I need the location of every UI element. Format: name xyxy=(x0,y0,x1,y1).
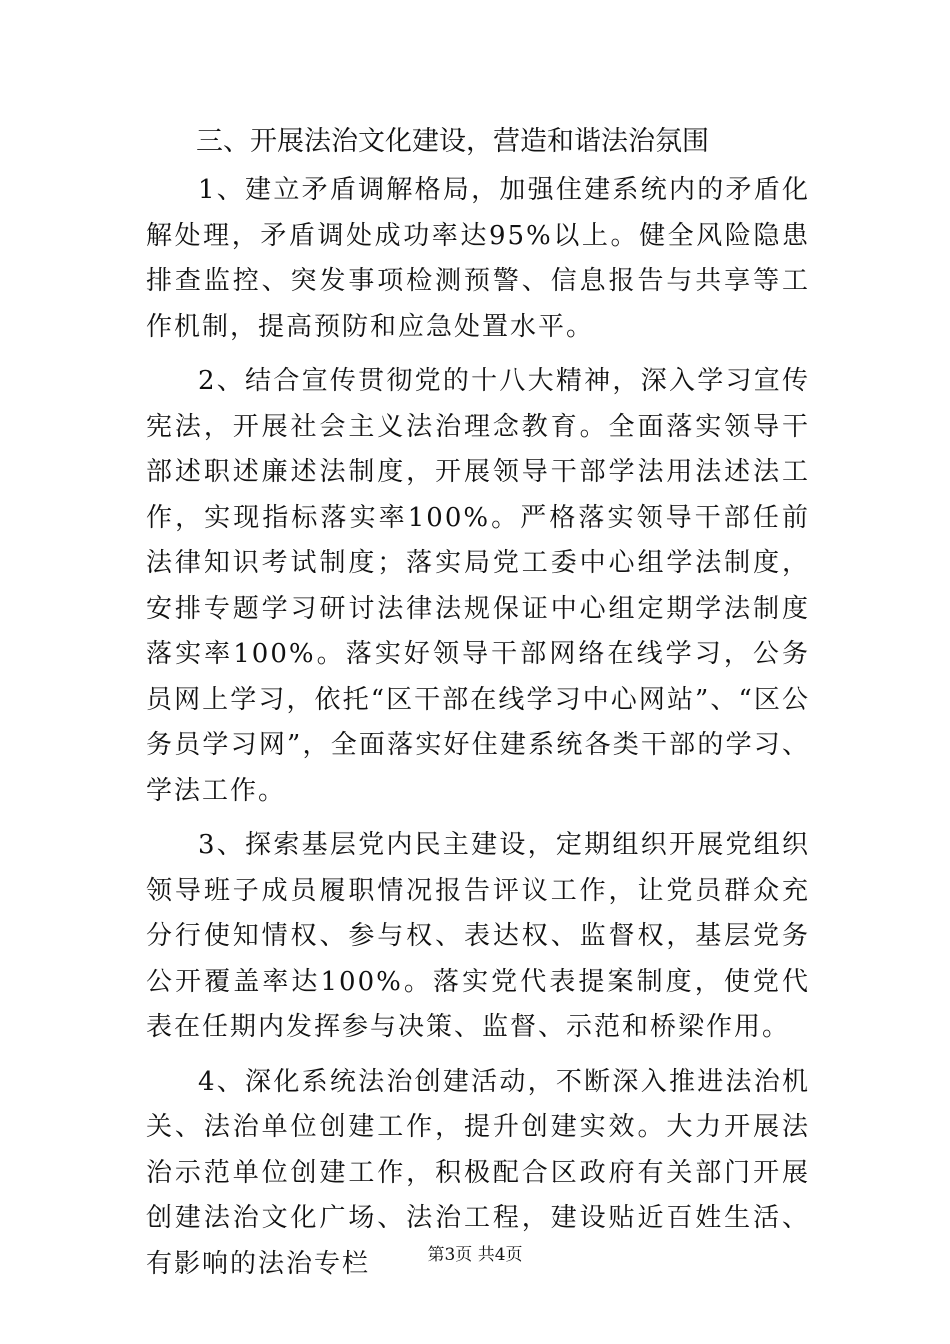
page-number-footer: 第3页 共4页 xyxy=(427,1245,523,1265)
paragraph-2: 2、结合宣传贯彻党的十八大精神，深入学习宣传宪法，开展社会主义法治理念教育。全面落实领导干部述职述廉述法制度，开展领导干部学法用法述法工作，实现指标落实率100%。严格落实领导干部任前法律知识考试制度；落实局党工委中心组学法制度，安排专题学习研讨法律法规保证中心组定期学法制度落实率100%。落实好领导干部网络在线学习，公务员网上学习，依托“区干部在线学习中心网站”、“区公务员学习网”，全面落实好住建系统各类干部的学习、学法工作。 xyxy=(146,366,810,806)
paragraph-3: 3、探索基层党内民主建设，定期组织开展党组织领导班子成员履职情况报告评议工作，让党员群众充分行使知情权、参与权、表达权、监督权，基层党务公开覆盖率达100%。落实党代表提案制度，使党代表在任期内发挥参与决策、监督、示范和桥梁作用。 xyxy=(146,830,810,1042)
paragraph-4: 4、深化系统法治创建活动，不断深入推进法治机关、法治单位创建工作，提升创建实效。大力开展法治示范单位创建工作，积极配合区政府有关部门开展创建法治文化广场、法治工程，建设贴近百姓生活、有影响的法治专栏 xyxy=(146,1066,810,1279)
document-body xyxy=(146,168,810,1296)
paragraph-1: 1、建立矛盾调解格局，加强住建系统内的矛盾化解处理，矛盾调处成功率达95%以上。健全风险隐患排查监控、突发事项检测预警、信息报告与共享等工作机制，提高预防和应急处置水平。 xyxy=(146,175,810,342)
section-heading: 三、开展法治文化建设，营造和谐法治氛围 xyxy=(196,126,709,157)
